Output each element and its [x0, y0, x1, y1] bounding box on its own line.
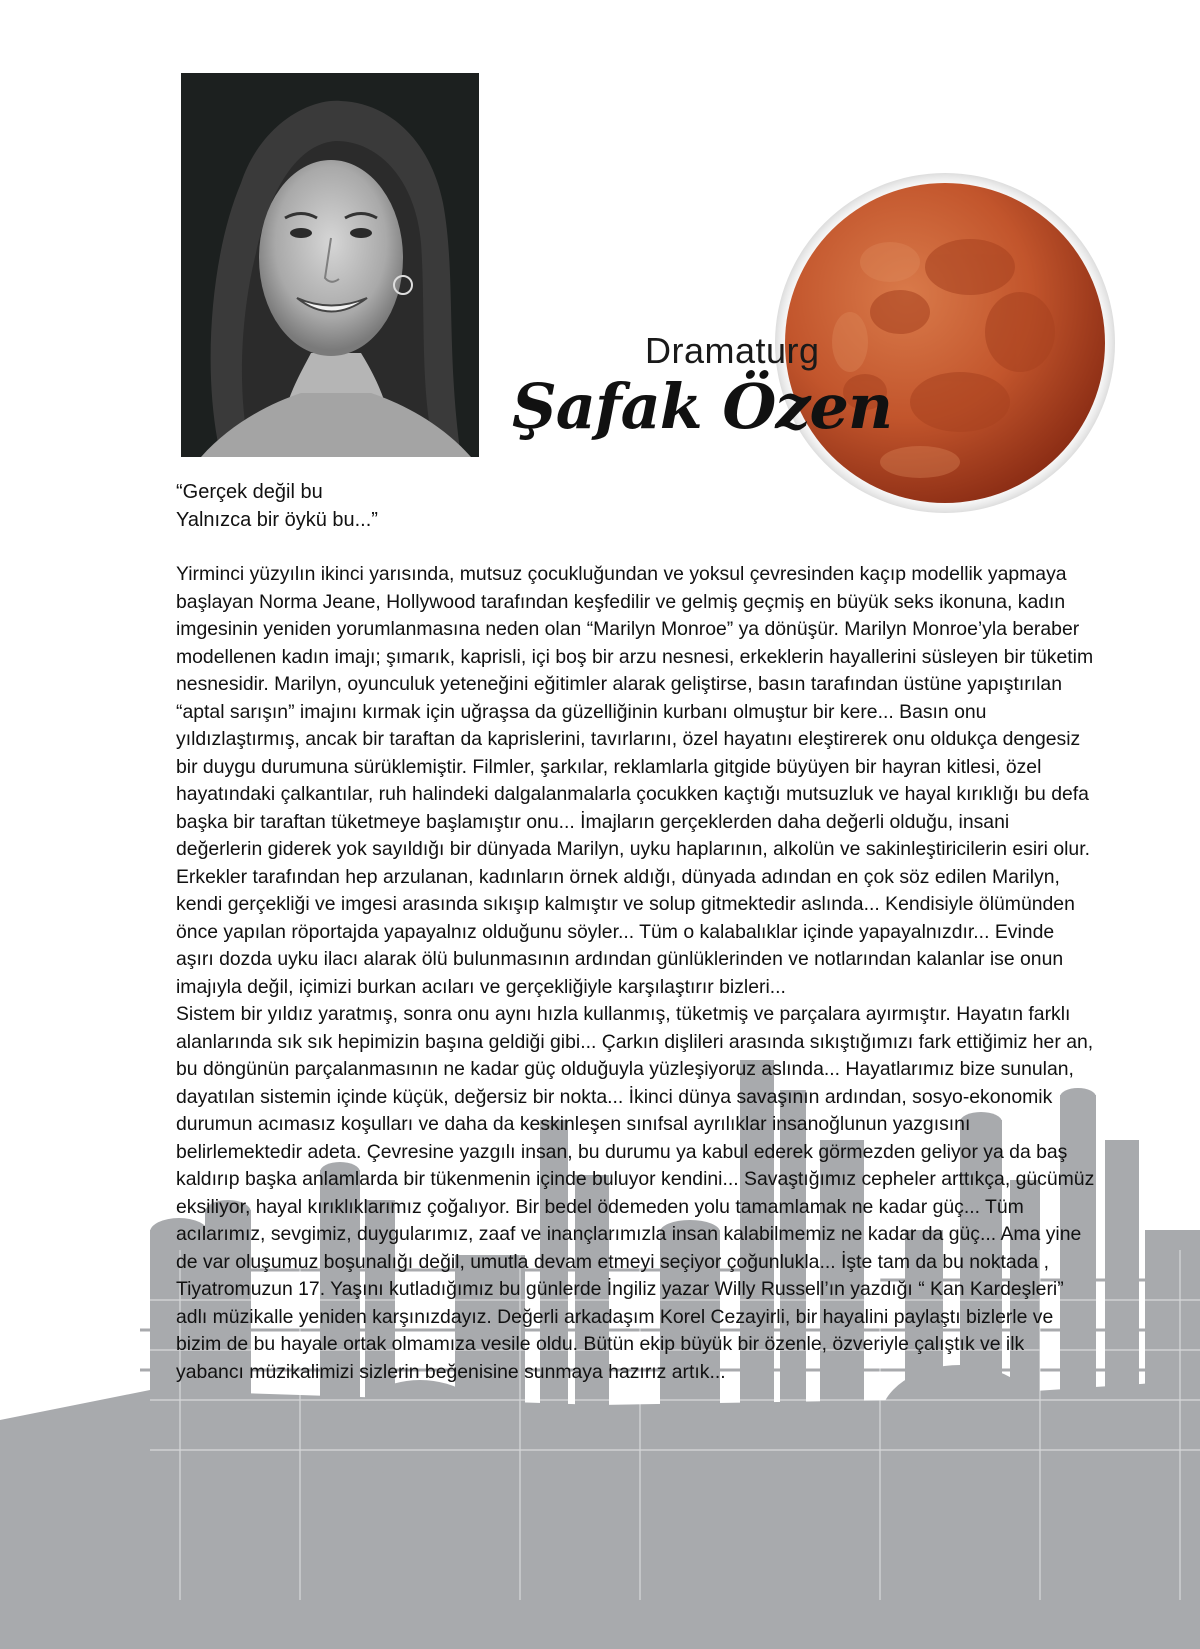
paragraph: Yirminci yüzyılın ikinci yarısında, mutsuz çocukluğundan ve yoksul çevresinden kaçıp modellik yapmaya başlayan Norma Jeane, Hollywood tarafından keşfedilir ve gelmiş geçmiş en büyük seks ikonuna, kadın imgesinin yeniden yorumlanmasına neden olan “Marilyn Monroe” ya dönüşür. Marilyn Monroe’yla beraber modellenen kadın imajı; şımarık, kaprisli, içi boş bir arzu nesnesi, erkeklerin hayallerini süsleyen bir tüketim nesnesidir. Marilyn, oyunculuk yeteneğini eğitimler alarak geliştirse, basın tarafından üstüne yapıştırılan “aptal sarışın” imajını kırmak için uğraşsa da güzelliğinin kurbanı olmuştur bir kere... Basın onu yıldızlaştırmış, ancak bir taraftan da kaprislerini, tavırlarını, özel hayatını eleştirerek onu oldukça dengesiz bir duygu durumuna sürüklemiştir. Filmler, şarkılar, reklamlarla gitgide büyüyen bir hayran kitlesi, özel hayatındaki çalkantılar, ruh halindeki dalgalanmalarla çocukken kaçtığı mutsuzluk ve hayal kırıklığı bu defa başka bir taraftan tüketmeye başlamıştır onu... İmajların gerçeklerden daha değerli olduğu, insani değerlerin giderek yok sayıldığı bir dünyada Marilyn, uyku haplarının, alkolün ve sakinleştiricilerin esiri olur. Erkekler tarafından hep arzulanan, kadınların örnek aldığı, dünyada adından en çok söz edilen Marilyn, kendi gerçekliği ve imgesi arasında sıkışıp kalmıştır ve solup gitmektedir aslında... Kendisiyle ölümünden önce yapılan röportajda yapayalnız olduğunu söyler... Tüm o kalabalıklar içinde yapayalnızdır... Evinde aşırı dozda uyku ilacı alarak ölü bulunmasının ardından günlüklerinden ve notlarından kalanlar ise onun imajıyla değil, içimizi burkan acıları ve gerçekliğiyle karşılaştırır bizleri...: [176, 563, 1094, 998]
article-body: [176, 561, 1096, 1386]
quote-line: “Gerçek değil bu: [176, 481, 323, 503]
quote-line: Yalnızca bir öykü bu...”: [176, 509, 378, 531]
opening-quote: [176, 478, 378, 534]
paragraph: Sistem bir yıldız yaratmış, sonra onu aynı hızla kullanmış, tüketmiş ve parçalara ayırmıştır. Hayatın farklı alanlarında sık sık hepimizin başına geldiği gibi... Çarkın dişlileri arasında sıkıştığımızı fark ettiğimiz her an, bu döngünün parçalanmasının ne kadar güç olduğuyla yüzleşiyoruz aslında... Hayatlarımız bize sunulan, dayatılan sistemin içinde küçük, değersiz bir nokta... İkinci dünya savaşının ardından, sosyo-ekonomik durumun acımasız koşulları ve daha da keskinleşen sınıfsal ayrılıklar insanoğlunun yazgısını belirlemektedir adeta. Çevresine yazgılı insan, bu durumu ya kabul ederek görmezden geliyor ya da baş kaldırıp başka anlamlarda bir tükenmenin içinde buluyor kendini... Savaştığımız cepheler arttıkça, gücümüz eksiliyor, hayal kırıklıklarımız çoğalıyor. Bir bedel ödemeden yolu tamamlamak ne kadar güç... Tüm acılarımız, sevgimiz, duygularımız, zaaf ve inançlarımızla insan kalabilmemiz ne kadar da güç... Ama yine de var oluşumuz boşunalığı değil, umutla devam etmeyi seçiyor çoğunlukla... İşte tam da bu noktada , Tiyatromuzun 17. Yaşını kutladığımız bu günlerde İngiliz yazar Willy Russell’ın yazdığı “ Kan Kardeşleri” adlı müzikalle yeniden karşınızdayız. Değerli arkadaşım Korel Cezayirli, bir hayalini paylaştı bizlerle ve bizim de bu hayale ortak olmamıza vesile oldu. Bütün ekip büyük bir özenle, özveriyle çalıştık ve ilk yabancı müzikalimizi sizlerin beğenisine sunmaya hazırız artık...: [176, 1003, 1095, 1383]
person-name: Şafak Özen: [512, 370, 893, 443]
portrait-photo: [181, 73, 479, 457]
red-moon-illustration: [770, 172, 1120, 514]
role-title: Dramaturg: [645, 330, 820, 371]
